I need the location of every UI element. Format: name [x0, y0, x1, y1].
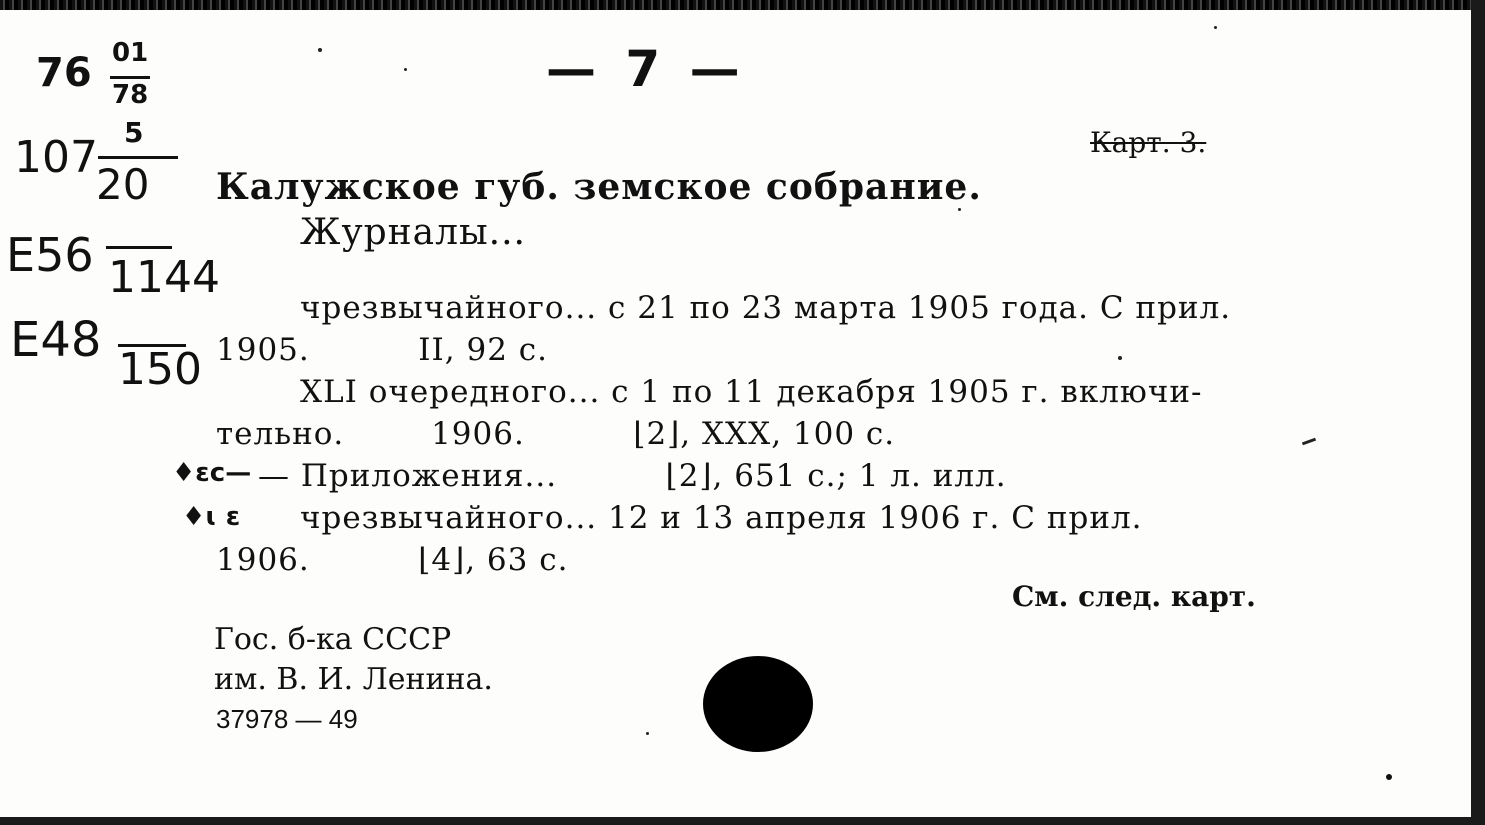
punch-hole: [703, 656, 813, 752]
shelf-mark-e56-bottom: 1144: [108, 252, 220, 303]
title-heading: Журналы...: [300, 212, 526, 253]
see-next-card: См. след. карт.: [1012, 580, 1256, 613]
entry-4-line-1: чрезвычайного... 12 и 13 апреля 1906 г. С прил.: [300, 500, 1143, 536]
shelf-mark-e56: E56: [6, 228, 94, 282]
library-line-2: им. В. И. Ленина.: [214, 662, 493, 697]
entry-1-line-2: 1905. II, 92 с.: [216, 332, 549, 368]
card-top-edge: [0, 0, 1485, 10]
entry-3-line-1: — Приложения... ⌊2⌋, 651 с.; 1 л. илл.: [258, 458, 1007, 494]
author-heading: Калужское губ. земское собрание.: [216, 166, 982, 208]
entry-1-line-1: чрезвычайного... с 21 по 23 марта 1905 года. С прил.: [300, 290, 1232, 326]
shelf-mark-107-bottom: 20: [96, 160, 150, 209]
shelf-mark-e48: E48: [10, 312, 102, 368]
library-code: 37978 — 49: [216, 704, 358, 734]
entry-2-line-1: XLI очередного... с 1 по 11 декабря 1905 г. включи-: [300, 374, 1203, 410]
card-right-edge: [1471, 0, 1485, 825]
sigil-mark-2: ♦ɩ ɛ: [182, 502, 241, 532]
shelf-mark-107-top: 5: [124, 116, 144, 149]
shelf-mark-e48-bottom: 150: [118, 344, 202, 395]
top-number-mark: — 7 —: [546, 40, 746, 98]
shelf-mark-76-top: 01: [112, 38, 149, 68]
fraction-line: [106, 246, 172, 249]
sigil-mark-1: ♦ɛc—: [172, 458, 252, 488]
card-ref: Карт. 3.: [1090, 126, 1207, 159]
card-bottom-edge: [0, 817, 1485, 825]
shelf-mark-107: 107: [14, 132, 98, 183]
entry-2-line-2: тельно. 1906. ⌊2⌋, XXX, 100 с.: [216, 416, 896, 452]
shelf-mark-76: 76: [36, 50, 92, 96]
entry-4-line-2: 1906. ⌊4⌋, 63 с.: [216, 542, 569, 578]
shelf-mark-76-bottom: 78: [112, 80, 149, 110]
fraction-line: [110, 76, 150, 79]
library-line-1: Гос. б-ка СССР: [214, 622, 452, 657]
fraction-line: [98, 156, 178, 159]
